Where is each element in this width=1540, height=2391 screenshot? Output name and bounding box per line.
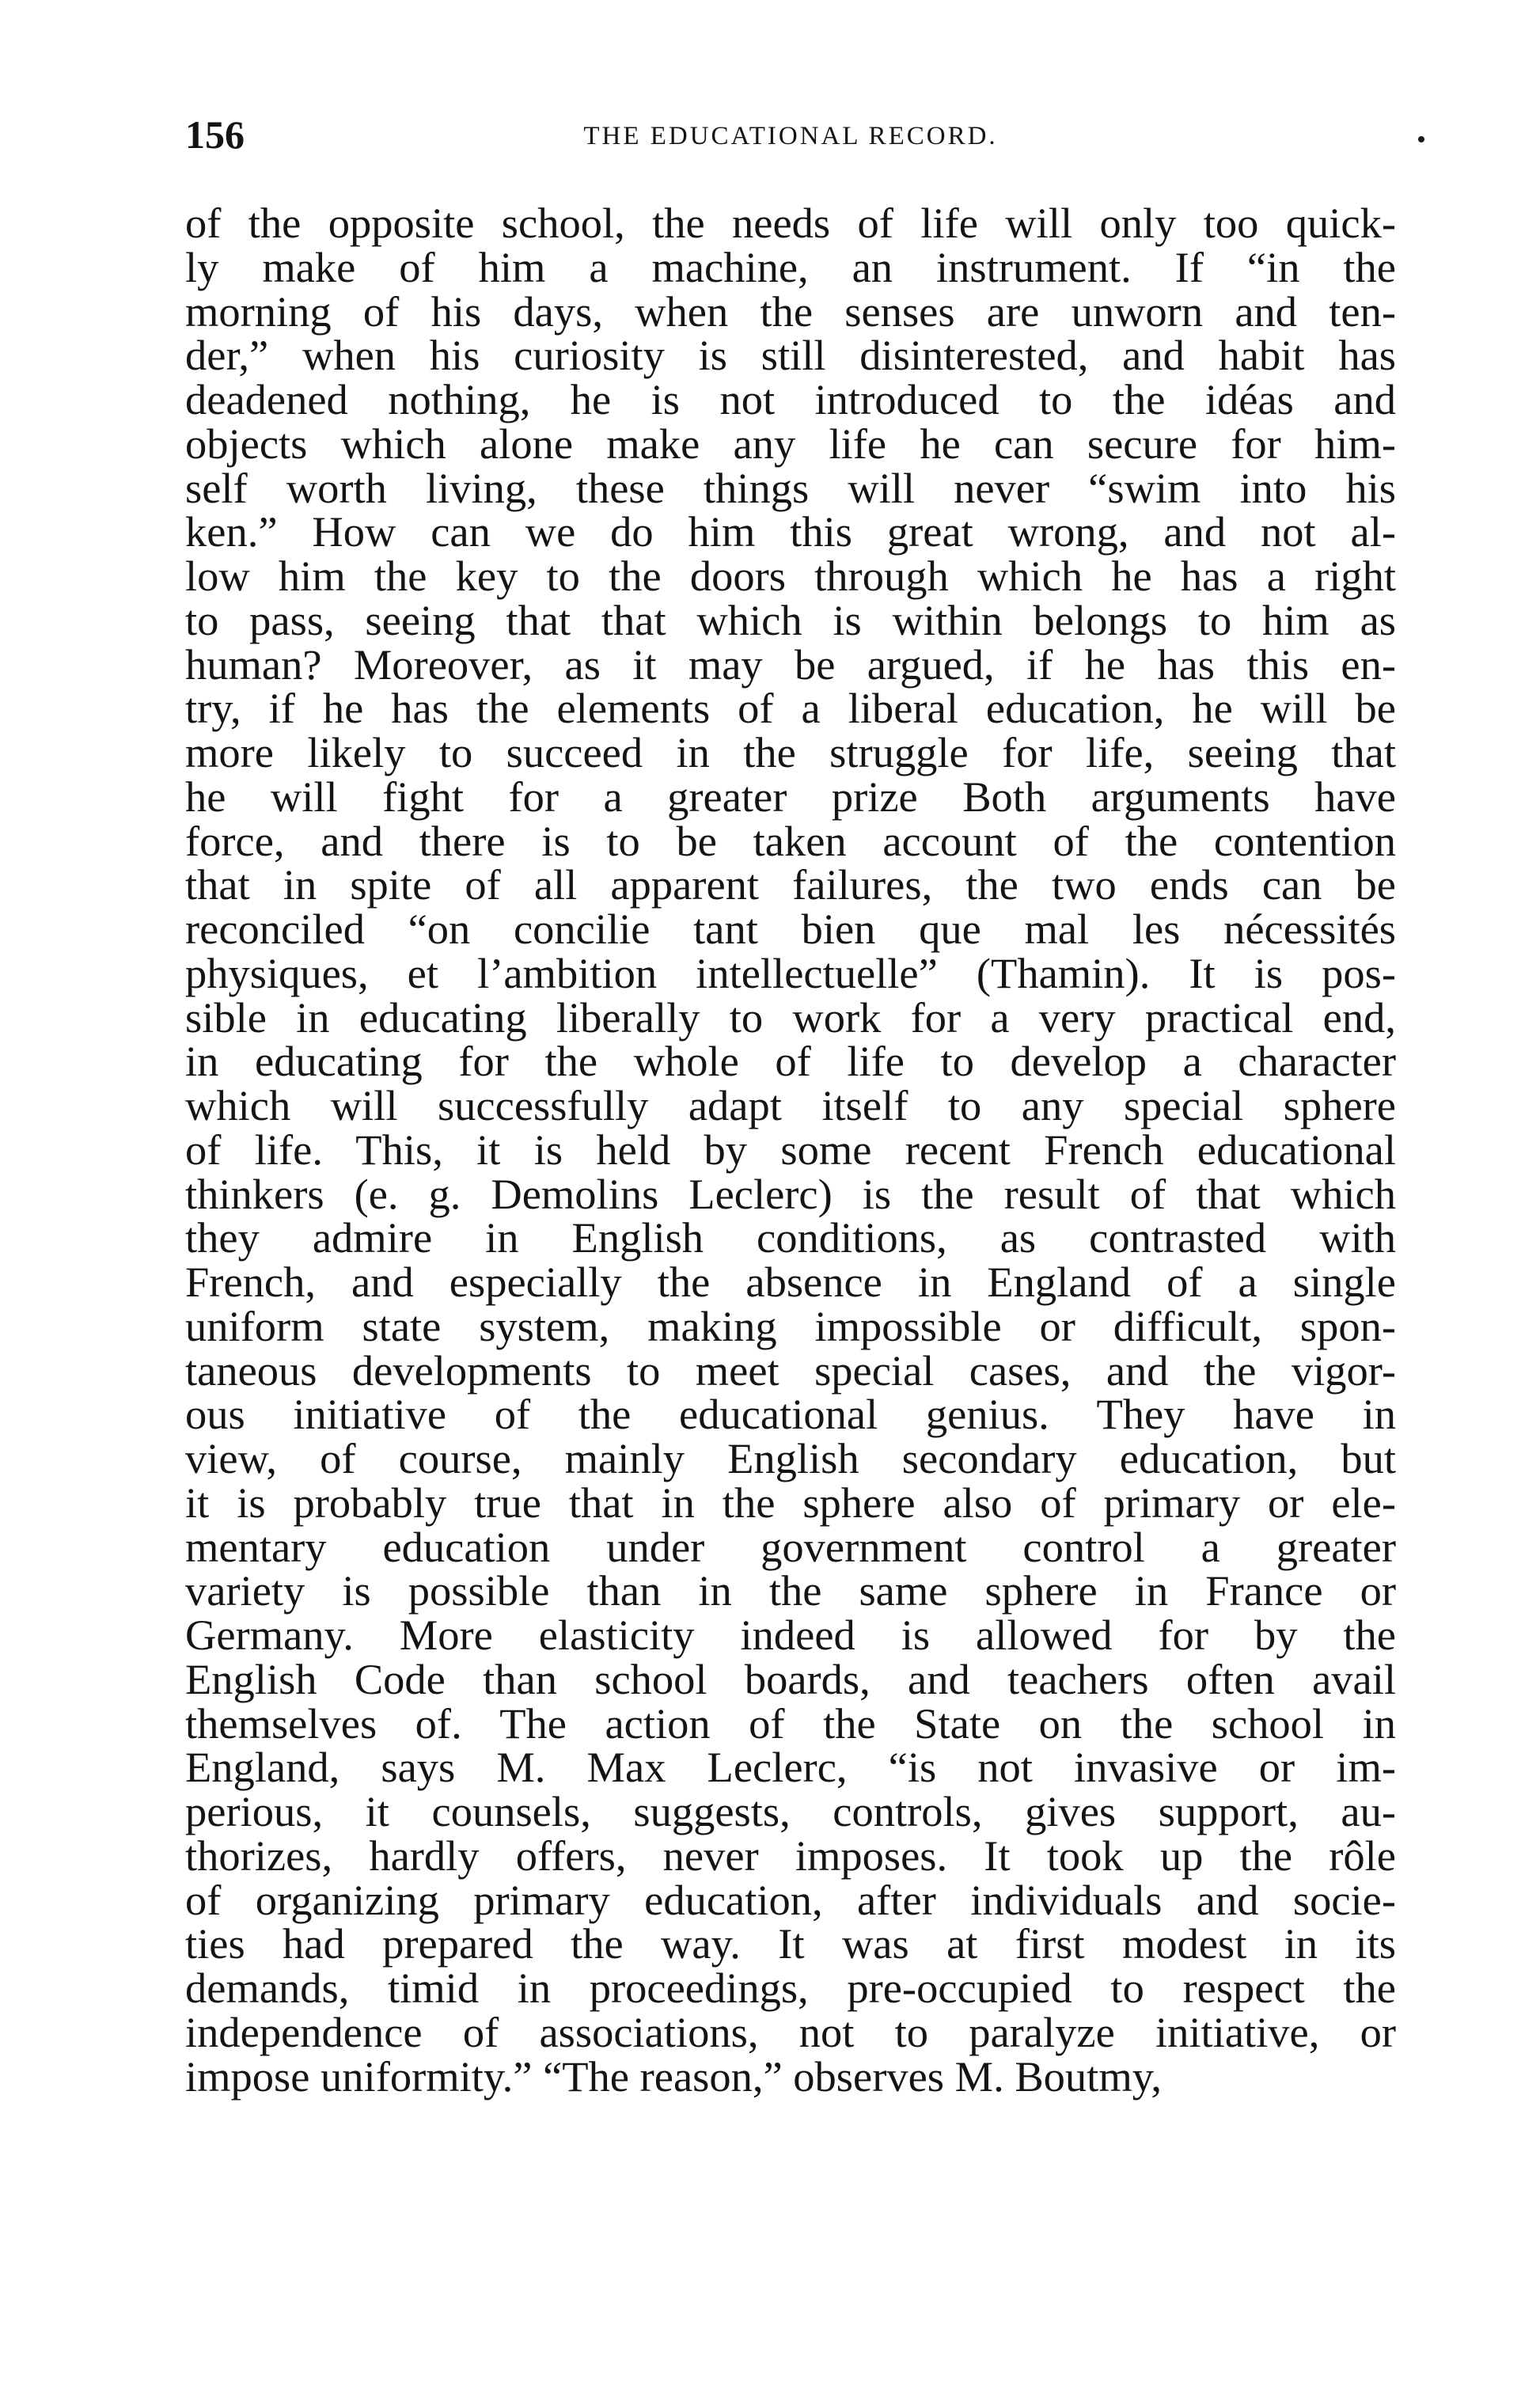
text-line: England, says M. Max Leclerc, “is not invasive or im- (185, 1743, 1396, 1792)
text-line: demands, timid in proceedings, pre-occupied to respect the (185, 1964, 1396, 2012)
text-line: they admire in English conditions, as contrasted with (185, 1213, 1396, 1262)
text-line: French, and especially the absence in England of a single (185, 1258, 1396, 1306)
text-line: to pass, seeing that that which is within belongs to him as (185, 595, 1396, 644)
text-line: of organizing primary education, after individuals and socie- (185, 1875, 1396, 1924)
text-line: Germany. More elasticity indeed is allowed for by the (185, 1611, 1396, 1659)
text-line: he will fight for a greater prize Both arguments have (185, 772, 1396, 821)
text-line: taneous developments to meet special cases, and the vigor- (185, 1345, 1396, 1395)
body-text (185, 199, 1396, 2101)
text-line: deadened nothing, he is not introduced to the idéas and (185, 375, 1396, 423)
text-line: view, of course, mainly English secondary education, but (185, 1434, 1396, 1482)
text-line: ous initiative of the educational genius. They have in (185, 1390, 1396, 1439)
text-line: der,” when his curiosity is still disinterested, and habit has (185, 331, 1396, 380)
page-number: 156 (185, 112, 245, 157)
stray-print-mark (1418, 136, 1424, 142)
text-line: force, and there is to be taken account of the contention (185, 816, 1396, 865)
text-line: morning of his days, when the senses are unworn and ten- (185, 287, 1396, 336)
text-line: more likely to succeed in the struggle for life, seeing that (185, 728, 1396, 776)
text-line: low him the key to the doors through which he has a right (185, 552, 1396, 600)
text-line: reconciled “on concilie tant bien que mal les nécessités (185, 905, 1396, 953)
text-line: ken.” How can we do him this great wrong, and not al- (185, 507, 1396, 556)
text-line: it is probably true that in the sphere also of primary or ele- (185, 1478, 1396, 1527)
text-line: ties had prepared the way. It was at first modest in its (185, 1919, 1396, 1968)
text-line: mentary education under government control a greater (185, 1522, 1396, 1571)
text-line: human? Moreover, as it may be argued, if he has this en- (185, 639, 1396, 689)
text-line: English Code than school boards, and teachers often avail (185, 1654, 1396, 1703)
text-line: uniform state system, making impossible or difficult, spon- (185, 1301, 1396, 1350)
text-line: in educating for the whole of life to develop a character (185, 1037, 1396, 1086)
text-line: variety is possible than in the same sphere in France or (185, 1566, 1396, 1615)
journal-title: THE EDUCATIONAL RECORD. (583, 122, 998, 150)
text-line: try, if he has the elements of a liberal education, he will be (185, 684, 1396, 733)
text-line: of life. This, it is held by some recent French educational (185, 1125, 1396, 1174)
text-line: independence of associations, not to paralyze initiative, or (185, 2007, 1396, 2056)
text-line: that in spite of all apparent failures, the two ends can be (185, 860, 1396, 909)
text-line: thinkers (e. g. Demolins Leclerc) is the result of that which (185, 1169, 1396, 1218)
text-line: self worth living, these things will never “swim into his (185, 463, 1396, 512)
text-line: which will successfully adapt itself to any special sphere (185, 1081, 1396, 1129)
text-line: ly make of him a machine, an instrument. If “in the (185, 242, 1396, 291)
text-line: impose uniformity.” “The reason,” observes M. Boutmy, (185, 2051, 1163, 2101)
text-line: of the opposite school, the needs of life will only too quick- (185, 199, 1396, 247)
text-line: objects which alone make any life he can secure for him- (185, 419, 1396, 468)
running-head (185, 111, 1396, 158)
text-line: perious, it counsels, suggests, controls, gives support, au- (185, 1787, 1396, 1835)
text-line: themselves of. The action of the State on the school in (185, 1698, 1396, 1748)
text-line: physiques, et l’ambition intellectuelle” (Thamin). It is pos- (185, 948, 1396, 997)
text-line: sible in educating liberally to work for a very practical end, (185, 992, 1396, 1042)
text-line: thorizes, hardly offers, never imposes. It took up the rôle (185, 1831, 1396, 1880)
